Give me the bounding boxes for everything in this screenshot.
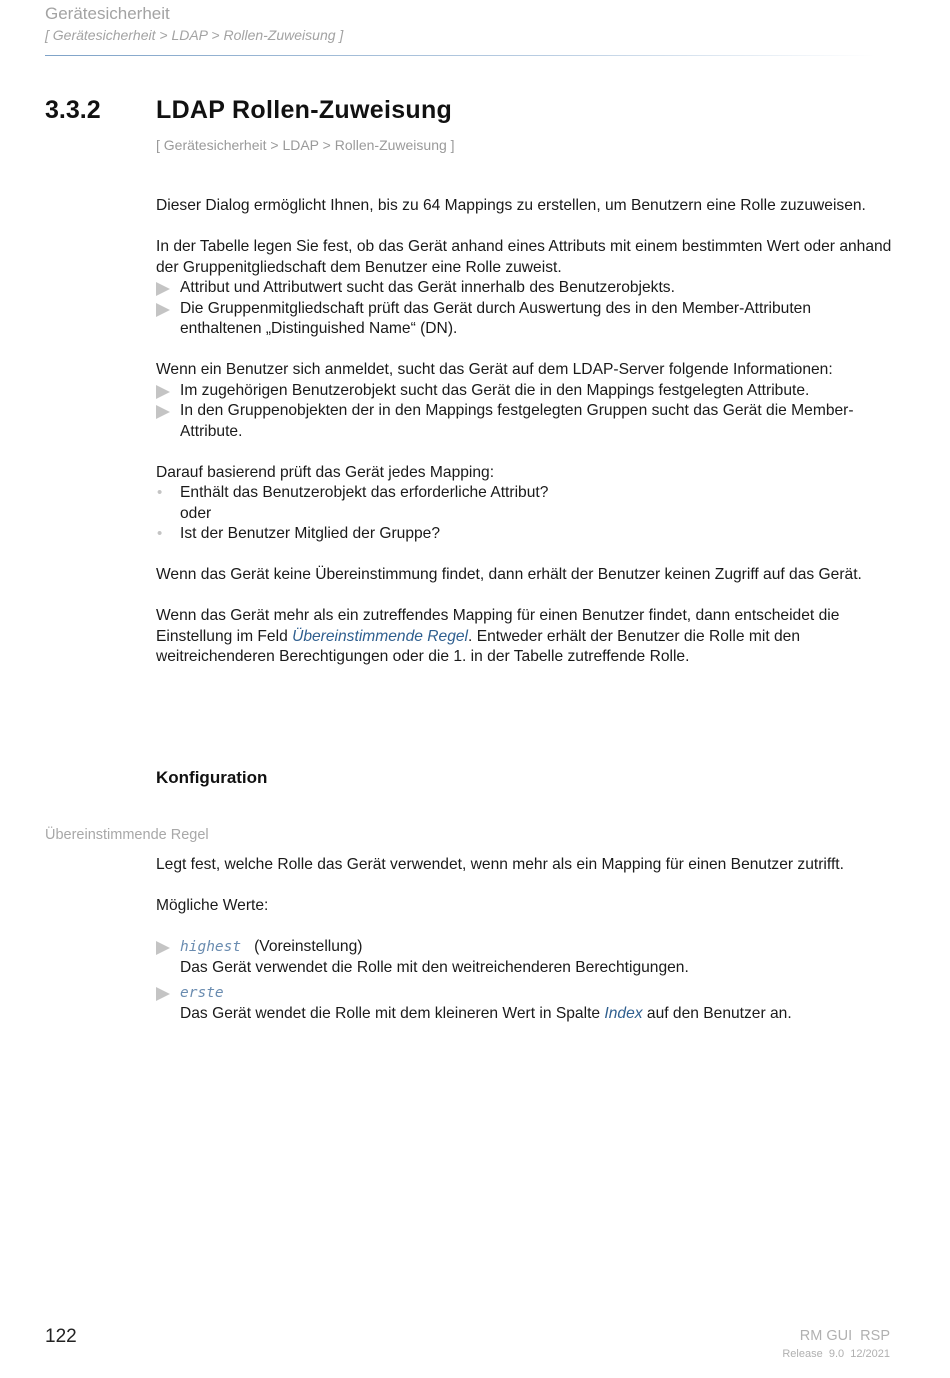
table-paragraph: In der Tabelle legen Sie fest, ob das Gerät anhand eines Attributs mit einem bestimmten Wert oder anhand der Gruppenitgliedschaft dem Benutzer eine Rolle zuweist. [156,238,892,276]
intro-paragraph: Dieser Dialog ermöglicht Ihnen, bis zu 64 Mappings zu erstellen, um Benutzern eine Rolle zuzuweisen. [156,197,866,214]
parameter-description [156,855,896,1029]
parameter-text: Legt fest, welche Rolle das Gerät verwendet, wenn mehr als ein Mapping für einen Benutzer zutrifft. [156,856,844,873]
section-body [156,196,896,688]
header-divider [45,55,875,56]
dot-bullet-icon: • [157,484,163,501]
configuration-heading: Konfiguration [156,768,268,787]
index-column-link[interactable]: Index [604,1004,643,1022]
list-item: Die Gruppenmitgliedschaft prüft das Gerät durch Auswertung des in den Member-Attributen enthaltenen „Distinguished Name“ (DN). [156,299,896,340]
dot-bullet-icon: • [157,525,163,542]
mapping-check-paragraph: Darauf basierend prüft das Gerät jedes Mapping: [156,463,495,481]
multiple-match-paragraph: Wenn das Gerät mehr als ein zutreffendes Mapping für einen Benutzer findet, dann entscheidet die Einstellung im Feld Übereinstimmende Regel. Entweder erhält der Benutzer die Rolle mit den weitreichenderen Berechtigungen oder die 1. in der Tabelle zutreffende Rolle. [156,607,840,665]
triangle-bullet-icon [156,405,170,419]
value-item-highest: highest (Voreinstellung) Das Gerät verwendet die Rolle mit den weitreichenderen Berechtigungen. [156,937,896,978]
matching-rule-link[interactable]: Übereinstimmende Regel [292,627,469,645]
value-item-erste: erste Das Gerät wendet die Rolle mit dem kleineren Wert in Spalte Index auf den Benutzer an. [156,983,896,1024]
triangle-bullet-icon [156,282,170,296]
section-title: LDAP Rollen-Zuweisung [156,96,453,124]
mapping-check-list [156,483,896,545]
running-header-title: Gerätesicherheit [45,4,170,23]
possible-values-list [156,937,896,1024]
value-code: highest [180,939,242,955]
value-code: erste [180,985,224,1001]
triangle-bullet-icon [156,303,170,317]
product-name: RM GUI RSP [799,1328,890,1344]
triangle-bullet-icon [156,987,170,1001]
triangle-bullet-icon [156,941,170,955]
list-item: Attribut und Attributwert sucht das Gerät innerhalb des Benutzerobjekts. [156,278,896,299]
release-info: Release 9.0 12/2021 [782,1348,890,1360]
list-item: • Ist der Benutzer Mitglied der Gruppe? [156,524,896,545]
section-number: 3.3.2 [45,96,101,124]
possible-values-label: Mögliche Werte: [156,897,269,914]
page-number: 122 [45,1326,77,1347]
running-header-breadcrumb: [ Gerätesicherheit > LDAP > Rollen-Zuweisung ] [45,27,344,43]
no-match-paragraph: Wenn das Gerät keine Übereinstimmung findet, dann erhält der Benutzer keinen Zugriff auf das Gerät. [156,566,862,583]
parameter-name: Übereinstimmende Regel [45,827,209,843]
list-item: In den Gruppenobjekten der in den Mappings festgelegten Gruppen sucht das Gerät die Member-Attribute. [156,401,896,442]
login-paragraph: Wenn ein Benutzer sich anmeldet, sucht das Gerät auf dem LDAP-Server folgende Informationen: [156,361,833,378]
list-item: • Enthält das Benutzerobjekt das erforderliche Attribut? oder [157,484,549,522]
list-item: Im zugehörigen Benutzerobjekt sucht das Gerät die in den Mappings festgelegten Attribute. [156,381,896,402]
table-bullet-list [156,278,896,340]
section-breadcrumb: [ Gerätesicherheit > LDAP > Rollen-Zuweisung ] [156,137,455,153]
triangle-bullet-icon [156,385,170,399]
or-label: oder [180,504,212,522]
login-bullet-list [156,381,896,443]
